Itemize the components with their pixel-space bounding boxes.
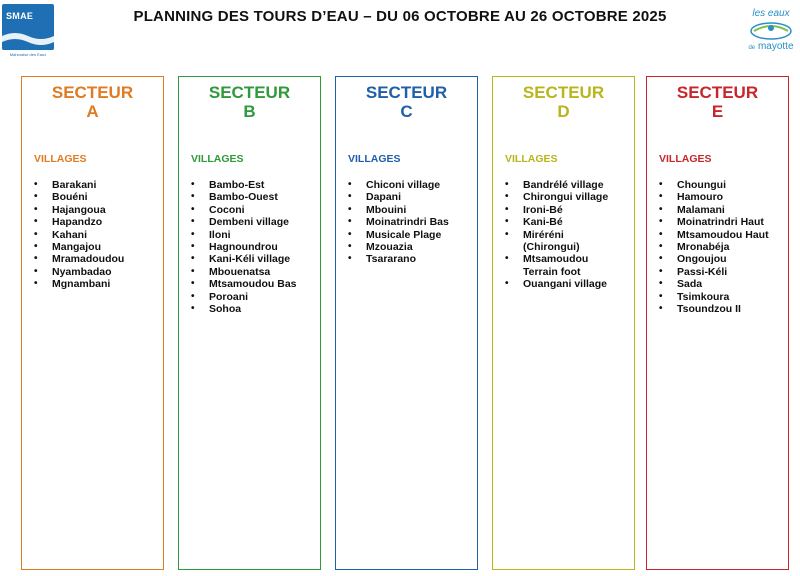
village-name: Tsimkoura: [677, 290, 730, 303]
village-list-item: [34, 253, 163, 265]
village-name: Ongoujou: [677, 253, 727, 266]
village-list-item: [659, 229, 788, 241]
bullet-icon: •: [348, 191, 352, 203]
village-list-item: [659, 179, 788, 191]
bullet-icon: •: [659, 253, 663, 265]
bullet-icon: •: [191, 191, 195, 203]
village-list-item: [505, 204, 634, 216]
village-list-item: [34, 229, 163, 241]
village-list-item: [348, 216, 477, 228]
bullet-icon: •: [191, 253, 195, 265]
sector-column-a: [21, 76, 164, 570]
village-list-item: [348, 204, 477, 216]
eaux-mayotte-logo: [744, 8, 798, 64]
bullet-icon: •: [191, 303, 195, 315]
sector-title: SECTEUR: [365, 83, 448, 102]
village-list-item: [505, 179, 634, 191]
bullet-icon: •: [505, 179, 509, 190]
bullet-icon: •: [191, 216, 195, 228]
village-name: Tsararano: [366, 253, 416, 266]
villages-label: VILLAGES: [505, 153, 558, 165]
village-list-item: [191, 266, 320, 278]
sector-title: SECTEUR: [208, 83, 291, 102]
villages-label: VILLAGES: [34, 153, 87, 165]
bullet-icon: •: [659, 216, 663, 228]
village-list-item: [505, 229, 634, 254]
village-list-item: [34, 179, 163, 191]
sector-column-c: [335, 76, 478, 570]
village-list-item: [659, 253, 788, 265]
villages-label: VILLAGES: [659, 153, 712, 165]
bullet-icon: •: [659, 241, 663, 253]
bullet-icon: •: [505, 278, 509, 290]
village-name: Mronabéja: [677, 241, 730, 254]
sector-heading: [22, 83, 163, 121]
bullet-icon: •: [505, 216, 509, 228]
bullet-icon: •: [659, 179, 663, 190]
sector-title: SECTEUR: [51, 83, 134, 102]
village-name: Musicale Plage: [366, 228, 442, 241]
village-name: Dapani: [366, 191, 402, 204]
village-name: Moinatrindri Bas: [366, 216, 449, 229]
village-name: Coconi: [209, 203, 245, 216]
sector-letter: D: [557, 102, 570, 121]
village-name: Iloni: [209, 228, 231, 241]
bullet-icon: •: [348, 179, 352, 190]
sector-heading: [336, 83, 477, 121]
village-name: Moinatrindri Haut: [677, 216, 764, 229]
village-list: [22, 179, 163, 291]
village-name: Kahani: [52, 228, 88, 241]
village-name: Malamani: [677, 203, 725, 216]
bullet-icon: •: [34, 179, 38, 190]
bullet-icon: •: [34, 191, 38, 203]
bullet-icon: •: [34, 216, 38, 228]
village-list-item: [659, 303, 788, 315]
bullet-icon: •: [348, 228, 352, 240]
village-name: Mtsamoudou Haut: [677, 228, 769, 241]
village-name: Mangajou: [52, 241, 101, 254]
water-drop-icon: [748, 19, 794, 41]
bullet-icon: •: [659, 228, 663, 240]
bullet-icon: •: [34, 278, 38, 290]
village-list-item: [348, 241, 477, 253]
village-name: Poroani: [209, 290, 249, 303]
village-name: Sada: [677, 278, 703, 291]
village-name: Hajangoua: [52, 203, 106, 216]
bullet-icon: •: [191, 290, 195, 302]
village-name: Sohoa: [209, 303, 242, 316]
bullet-icon: •: [34, 253, 38, 265]
village-list-item: [34, 216, 163, 228]
village-list-item: [659, 241, 788, 253]
village-name: Choungui: [677, 179, 726, 191]
sector-letter: A: [86, 102, 99, 121]
village-list-item: [348, 253, 477, 265]
village-name: Mgnambani: [52, 278, 111, 291]
sector-heading: [179, 83, 320, 121]
bullet-icon: •: [34, 203, 38, 215]
bullet-icon: •: [659, 191, 663, 203]
village-name: Mzouazia: [366, 241, 413, 254]
bullet-icon: •: [659, 278, 663, 290]
village-list-item: [348, 229, 477, 241]
village-list-item: [191, 278, 320, 290]
bullet-icon: •: [191, 278, 195, 290]
village-name: Passi-Kéli: [677, 265, 728, 278]
village-list-item: [505, 278, 634, 290]
village-list-item: [191, 191, 320, 203]
village-list-item: [659, 291, 788, 303]
bullet-icon: •: [191, 265, 195, 277]
village-list: [493, 179, 634, 291]
village-list-item: [34, 241, 163, 253]
village-name: Hamouro: [677, 191, 724, 204]
village-list: [647, 179, 788, 315]
village-name: Bouéni: [52, 191, 88, 204]
village-name: Mtsamoudou Bas: [209, 278, 297, 291]
village-list-item: [191, 241, 320, 253]
village-name: Nyambadao: [52, 265, 112, 278]
village-list-item: [191, 229, 320, 241]
villages-label: VILLAGES: [191, 153, 244, 165]
village-list-item: [34, 278, 163, 290]
sector-column-b: [178, 76, 321, 570]
eaux-mayotte-logo-line2: mayotte: [757, 41, 794, 52]
sector-column-d: [492, 76, 635, 570]
village-name: Mtsamoudou Terrain foot: [523, 253, 589, 278]
bullet-icon: •: [659, 303, 663, 315]
village-list-item: [191, 253, 320, 265]
village-list-item: [505, 253, 634, 278]
village-name: Ironi-Bé: [523, 203, 563, 216]
village-list: [336, 179, 477, 266]
village-name: Kani-Bé: [523, 216, 563, 229]
village-list-item: [34, 266, 163, 278]
village-name: Miréréni (Chirongui): [523, 228, 580, 254]
bullet-icon: •: [191, 203, 195, 215]
bullet-icon: •: [505, 191, 509, 203]
bullet-icon: •: [348, 241, 352, 253]
village-name: Mbouenatsa: [209, 265, 271, 278]
village-name: Hapandzo: [52, 216, 103, 229]
bullet-icon: •: [505, 228, 509, 240]
bullet-icon: •: [191, 228, 195, 240]
village-list-item: [505, 216, 634, 228]
village-list-item: [191, 204, 320, 216]
village-list-item: [191, 179, 320, 191]
bullet-icon: •: [505, 203, 509, 215]
eaux-mayotte-logo-line1: les eaux: [752, 8, 790, 19]
village-list-item: [659, 266, 788, 278]
village-list-item: [34, 191, 163, 203]
smae-logo-text: SMAE: [6, 11, 34, 21]
village-list-item: [191, 303, 320, 315]
villages-label: VILLAGES: [348, 153, 401, 165]
wave-icon: [2, 28, 54, 50]
sector-letter: B: [243, 102, 256, 121]
sector-letter: C: [400, 102, 413, 121]
village-list-item: [34, 204, 163, 216]
bullet-icon: •: [34, 241, 38, 253]
village-list-item: [348, 179, 477, 191]
village-list-item: [191, 291, 320, 303]
bullet-icon: •: [348, 203, 352, 215]
bullet-icon: •: [659, 265, 663, 277]
village-name: Hagnoundrou: [209, 241, 278, 254]
village-name: Bandrélé village: [523, 179, 604, 191]
bullet-icon: •: [34, 228, 38, 240]
bullet-icon: •: [659, 290, 663, 302]
village-name: Mramadoudou: [52, 253, 125, 266]
eaux-mayotte-logo-de: de: [748, 45, 756, 51]
bullet-icon: •: [191, 179, 195, 190]
village-list-item: [191, 216, 320, 228]
village-list-item: [659, 216, 788, 228]
village-name: Barakani: [52, 179, 97, 191]
sector-heading: [647, 83, 788, 121]
bullet-icon: •: [505, 253, 509, 265]
village-name: Bambo-Est: [209, 179, 265, 191]
bullet-icon: •: [34, 265, 38, 277]
village-name: Tsoundzou II: [677, 303, 741, 316]
bullet-icon: •: [659, 203, 663, 215]
smae-logo-tagline: Mahoraise des Eaux: [9, 52, 47, 57]
page-title: PLANNING DES TOURS D’EAU – DU 06 OCTOBRE AU 26 OCTOBRE 2025: [133, 8, 667, 25]
village-name: Chirongui village: [523, 191, 609, 204]
sector-heading: [493, 83, 634, 121]
sector-letter: E: [711, 102, 724, 121]
village-list-item: [659, 278, 788, 290]
sector-title: SECTEUR: [522, 83, 605, 102]
village-name: Ouangani village: [523, 278, 608, 291]
bullet-icon: •: [348, 253, 352, 265]
village-list: [179, 179, 320, 315]
village-name: Chiconi village: [366, 179, 441, 191]
village-name: Mbouini: [366, 203, 407, 216]
village-list-item: [505, 191, 634, 203]
village-list-item: [659, 191, 788, 203]
village-list-item: [659, 204, 788, 216]
bullet-icon: •: [191, 241, 195, 253]
village-list-item: [348, 191, 477, 203]
village-name: Kani-Kéli village: [209, 253, 291, 266]
village-name: Dembeni village: [209, 216, 289, 229]
sector-title: SECTEUR: [676, 83, 759, 102]
bullet-icon: •: [348, 216, 352, 228]
village-name: Bambo-Ouest: [209, 191, 278, 204]
sector-column-e: [646, 76, 789, 570]
